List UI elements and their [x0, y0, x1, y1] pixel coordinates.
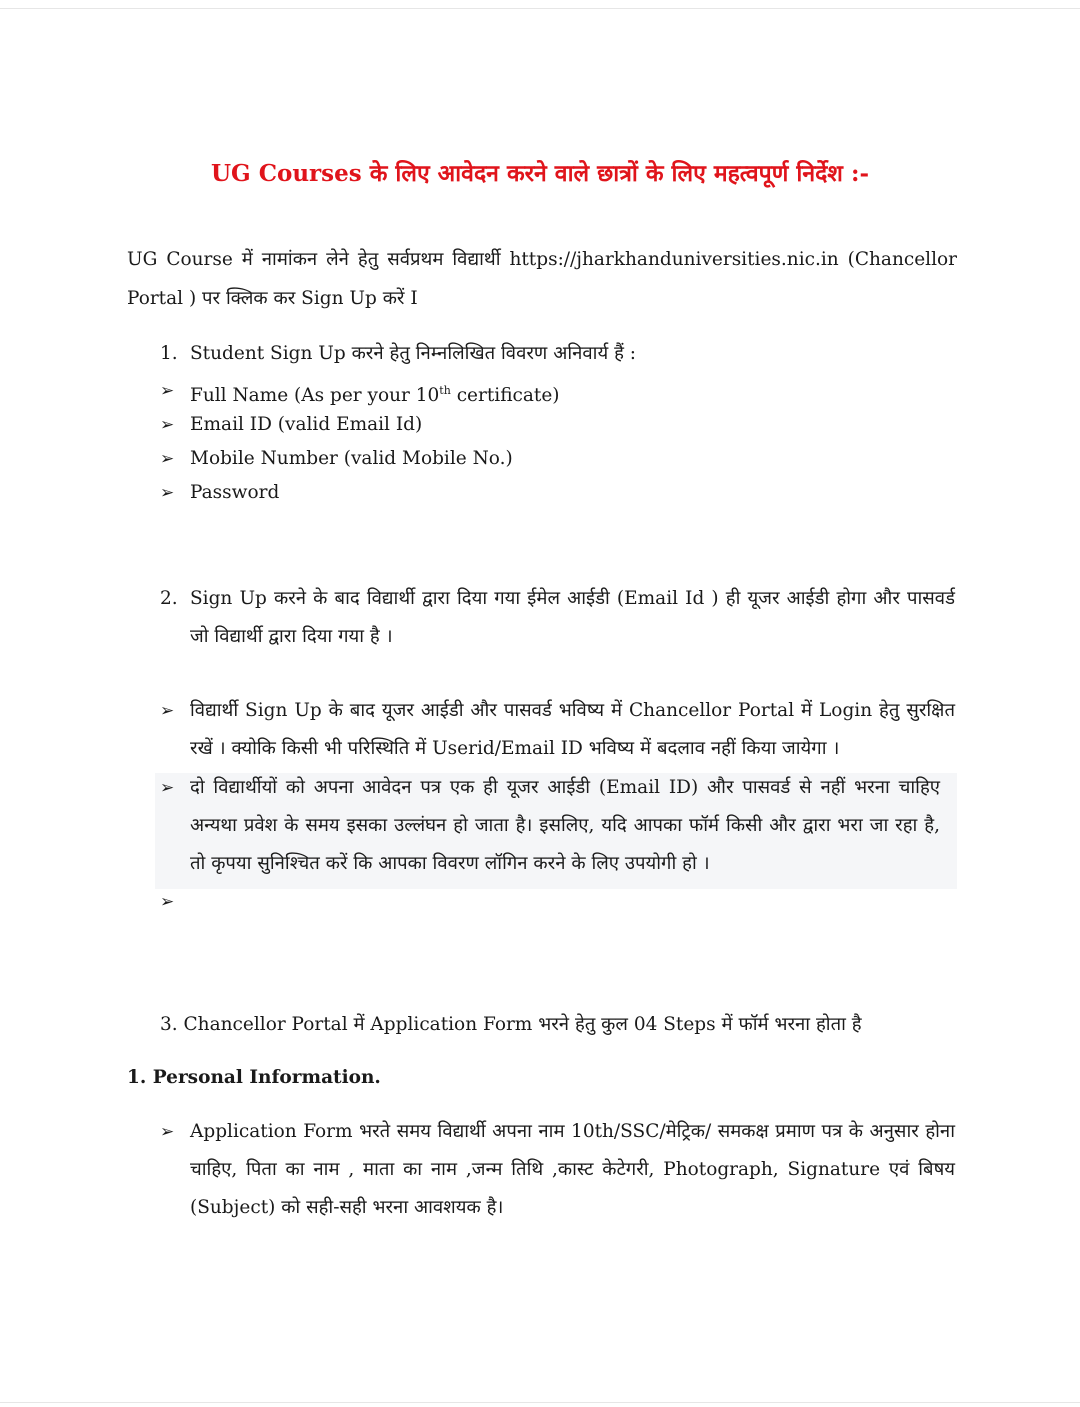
field-mobile: Mobile Number (valid Mobile No.): [190, 448, 513, 469]
field-full-name-sup: th: [439, 384, 451, 397]
item-2-text: Sign Up करने के बाद विद्यार्थी द्वारा दिया गया ईमेल आईडी (Email Id ) ही यूजर आईडी होगा और पासवर्ड जो विद्यार्थी द्वारा दिया गया है ।: [190, 588, 955, 647]
field-email: Email ID (valid Email Id): [190, 414, 423, 435]
bullet-arrow-icon: ➢: [160, 778, 175, 798]
personal-info-note: Application Form भरते समय विद्यार्थी अपना नाम 10th/SSC/मेट्रिक/ समकक्ष प्रमाण पत्र के अनुसार होना चाहिए, पिता का नाम , माता का नाम ,जन्म तिथि ,कास्ट केटेगरी, Photograph, Signature एवं बिषय (Subject) को सही-सही भरना आवशयक है।: [190, 1121, 955, 1218]
bullet-arrow-icon-empty: ➢: [160, 892, 175, 912]
bullet-arrow-icon: ➢: [160, 1122, 175, 1142]
intro-paragraph: UG Course में नामांकन लेने हेतु सर्वप्रथम विद्यार्थी https://jharkhanduniversities.nic.in (Chancellor Portal ) पर क्लिक कर Sign Up करें I: [127, 249, 957, 309]
note-unique-login: दो विद्यार्थीयों को अपना आवेदन पत्र एक ही यूजर आईडी (Email ID) और पासवर्ड से नहीं भरना चाहिए अन्यथा प्रवेश के समय इसका उल्लंघन हो जाता है। इसलिए, यदि आपका फॉर्म किसी और द्वारा भरा जा रहा है, तो कृपया सुनिश्चित करें कि आपका विवरण लॉगिन करने के लिए उपयोगी हो ।: [190, 777, 941, 874]
item-1-text: Student Sign Up करने हेतु निम्नलिखित विवरण अनिवार्य हैं :: [190, 343, 637, 364]
bullet-arrow-icon: ➢: [160, 415, 175, 435]
note-save-credentials: विद्यार्थी Sign Up के बाद यूजर आईडी और पासवर्ड भविष्य में Chancellor Portal में Login हेतु सुरक्षित रखें । क्योकि किसी भी परिस्थिति में Userid/Email ID भविष्य में बदलाव नहीं किया जायेगा ।: [190, 700, 955, 759]
field-full-name-text: Full Name (As per your 10: [190, 385, 440, 407]
page-top-border: [0, 8, 1080, 9]
personal-info-heading: 1. Personal Information.: [127, 1067, 381, 1088]
item-3-text: 3. Chancellor Portal में Application Form भरने हेतु कुल 04 Steps में फॉर्म भरना होता है: [160, 1014, 862, 1035]
field-full-name-tail: certificate): [450, 385, 560, 407]
item-2-number: 2.: [160, 588, 178, 609]
page-title: UG Courses के लिए आवेदन करने वाले छात्रों के लिए महत्वपूर्ण निर्देश :-: [210, 160, 869, 187]
bullet-arrow-icon: ➢: [160, 381, 175, 401]
bullet-arrow-icon: ➢: [160, 701, 175, 721]
page-bottom-border: [0, 1402, 1080, 1403]
field-password: Password: [190, 482, 280, 503]
item-1-number: 1.: [160, 343, 178, 364]
bullet-arrow-icon: ➢: [160, 483, 175, 503]
bullet-arrow-icon: ➢: [160, 449, 175, 469]
